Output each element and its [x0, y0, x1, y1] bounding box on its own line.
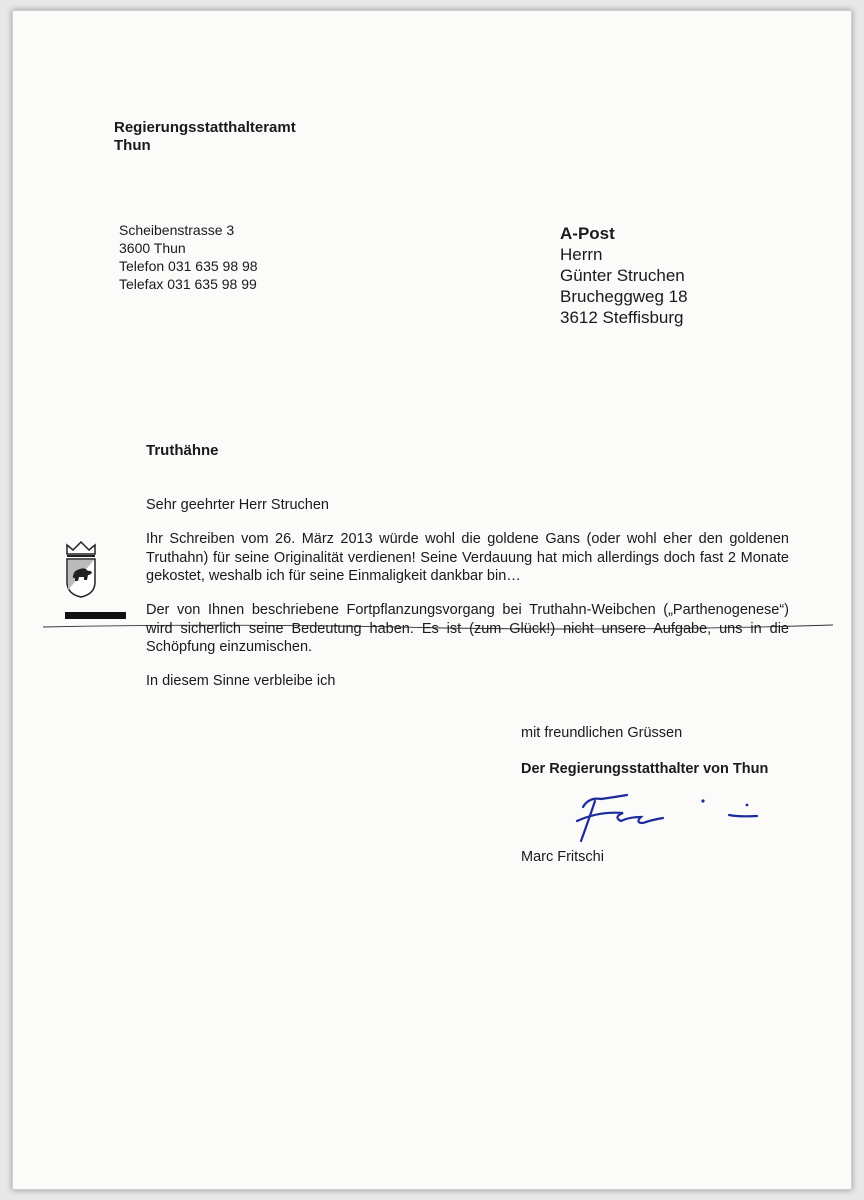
sender-office-name: Regierungsstatthalteramt — [114, 119, 296, 136]
sender-phone: Telefon 031 635 98 98 — [119, 258, 258, 274]
bern-coat-of-arms-icon — [64, 540, 98, 603]
signatory-name: Marc Fritschi — [521, 849, 604, 865]
recipient-name: Günter Struchen — [560, 266, 685, 285]
letter-salutation: Sehr geehrter Herr Struchen — [146, 497, 329, 513]
letter-subject: Truthähne — [146, 442, 219, 459]
shipping-method: A-Post — [560, 224, 615, 243]
sender-office — [114, 119, 296, 155]
recipient-street: Brucheggweg 18 — [560, 287, 688, 306]
sender-fax: Telefax 031 635 98 99 — [119, 276, 257, 292]
letter-paragraph-1: Ihr Schreiben vom 26. März 2013 würde wohl die goldene Gans (oder wohl eher den goldenen Truthahn) für seine Originalität verdienen! Seine Verdauung hat mich allerdings doch fast 2 Monate gekostet, weshalb ich für seine Einmaligkeit dankbar bin… — [146, 531, 789, 584]
recipient-city: 3612 Steffisburg — [560, 308, 684, 327]
sender-street: Scheibenstrasse 3 — [119, 222, 235, 238]
handwritten-signature — [569, 787, 769, 852]
margin-marker — [65, 612, 126, 619]
signatory-title: Der Regierungsstatthalter von Thun — [521, 761, 769, 777]
letter-paragraph-2: Der von Ihnen beschriebene Fortpflanzungsvorgang bei Truthahn-Weibchen („Parthenogenese“) wird sicherlich seine Bedeutung haben. Es ist (zum Glück!) nicht unsere Aufgabe, uns in die Schöpfung einzumischen. — [146, 602, 789, 655]
letter-page — [12, 10, 852, 1190]
sender-contact — [119, 221, 258, 293]
sender-city: 3600 Thun — [119, 240, 186, 256]
letter-paragraph-3: In diesem Sinne verbleibe ich — [146, 673, 336, 689]
sender-office-city: Thun — [114, 137, 151, 154]
recipient-salutation-title: Herrn — [560, 245, 603, 264]
recipient-address — [560, 223, 688, 328]
letter-closing: mit freundlichen Grüssen — [521, 725, 683, 741]
